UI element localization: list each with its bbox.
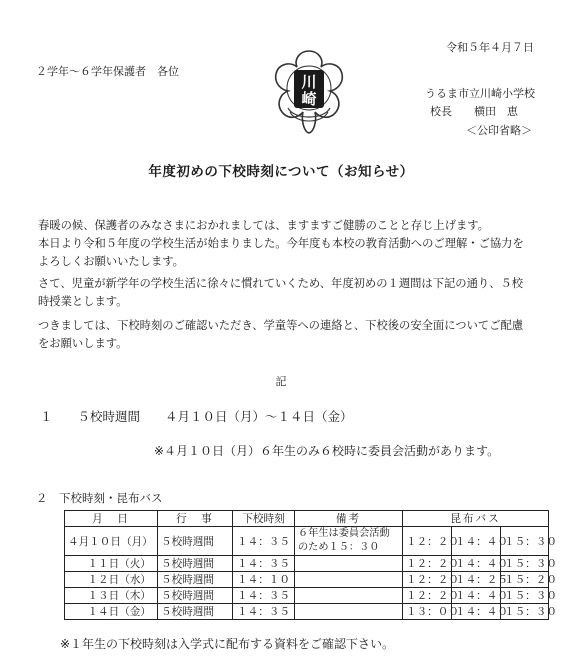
header-date: 月 日 (65, 511, 158, 527)
body-paragraph: つきましては、下校時刻のご確認いただき、学童等への連絡と、下校後の安全面についてご配慮 (38, 319, 524, 332)
school-name: うるま市立川崎小学校 (425, 87, 535, 100)
header-time: 下校時刻 (233, 511, 295, 527)
table-row (65, 604, 549, 620)
cell-date: １３日（木） (65, 588, 158, 604)
body-paragraph: 本日より令和５年度の学校生活が始まりました。今年度も本校の教育活動へのご理解・ご協力を (38, 237, 524, 250)
cell-bus-1: １２：２０ (403, 527, 452, 556)
body-paragraph: 春暖の候、保護者のみなさまにおかれましては、ますますご健勝のことと存じ上げます。 (38, 219, 489, 232)
header-remarks: 備考 (295, 511, 403, 527)
cell-time: １４：３５ (233, 556, 295, 572)
document-title: 年度初めの下校時刻について（お知らせ） (148, 164, 414, 180)
school-emblem-icon (268, 48, 350, 136)
principal-name: 校長 横田 恵 (430, 105, 518, 118)
cell-bus-3: １５：３０ (501, 556, 549, 572)
dismissal-schedule-table (64, 510, 557, 620)
cell-bus-1: １２：２０ (403, 588, 452, 604)
cell-remarks (295, 556, 403, 572)
cell-event: ５校時週間 (158, 527, 233, 556)
cell-bus-3: １５：３０ (501, 588, 549, 604)
header-bus: 昆布バス (403, 511, 549, 527)
cell-date: １１日（火） (65, 556, 158, 572)
emblem-char-2: 崎 (301, 90, 317, 108)
item-dismissal-bus: ２ 下校時刻・昆布バス (36, 491, 163, 505)
body-paragraph: さて、児童が新学年の学校生活に徐々に慣れていくため、年度初めの１週間は下記の通り、５校 (38, 277, 524, 290)
committee-note: ※４月１０日（月）６年生のみ６校時に委員会活動があります。 (154, 444, 500, 458)
table-row (65, 572, 549, 588)
body-paragraph: 時授業とします。 (38, 295, 128, 308)
cell-event: ５校時週間 (158, 588, 233, 604)
cell-remarks: ６年生は委員会活動のため１５：３０ (295, 527, 403, 556)
document-date: 令和５年４月７日 (446, 41, 534, 54)
body-paragraph: よろしくお願いいたします。 (38, 255, 184, 268)
item-five-period-week: １ ５校時週間 ４月１０日（月）～１４日（金） (40, 409, 353, 424)
cell-remarks (295, 572, 403, 588)
cell-time: １４：３５ (233, 527, 295, 556)
cell-date: １２日（水） (65, 572, 158, 588)
cell-bus-3: １５：３０ (501, 527, 549, 556)
cell-bus-2: １４：４０ (452, 588, 501, 604)
cell-bus-2: １４：４０ (452, 556, 501, 572)
table-row (65, 556, 549, 572)
cell-bus-3: １５：２０ (501, 572, 549, 588)
cell-bus-1: １２：２０ (403, 572, 452, 588)
cell-event: ５校時週間 (158, 556, 233, 572)
cell-bus-1: １３：００ (403, 604, 452, 620)
seal-omitted-note: ＜公印省略＞ (466, 124, 532, 137)
cell-remarks (295, 588, 403, 604)
ki-marker: 記 (275, 375, 287, 388)
cell-bus-3: １５：３０ (501, 604, 549, 620)
header-event: 行 事 (158, 511, 233, 527)
cell-event: ５校時週間 (158, 572, 233, 588)
body-paragraph: をお願いします。 (38, 337, 128, 350)
cell-time: １４：１０ (233, 572, 295, 588)
cell-remarks (295, 604, 403, 620)
cell-date: ４月１０日（月） (65, 527, 158, 556)
emblem-char-1: 川 (301, 73, 317, 91)
cell-bus-2: １４：４０ (452, 604, 501, 620)
recipient-line: ２学年～６学年保護者 各位 (36, 65, 179, 78)
cell-event: ５校時週間 (158, 604, 233, 620)
cell-bus-2: １４：２５ (452, 572, 501, 588)
cell-time: １４：３５ (233, 588, 295, 604)
table-header-row (65, 511, 549, 527)
cell-bus-2: １４：４０ (452, 527, 501, 556)
cell-time: １４：３５ (233, 604, 295, 620)
first-grade-note: ※１年生の下校時刻は入学式に配布する資料をご確認下さい。 (60, 637, 395, 651)
table-row (65, 588, 549, 604)
cell-date: １４日（金） (65, 604, 158, 620)
cell-bus-1: １２：２０ (403, 556, 452, 572)
table-row (65, 527, 549, 556)
